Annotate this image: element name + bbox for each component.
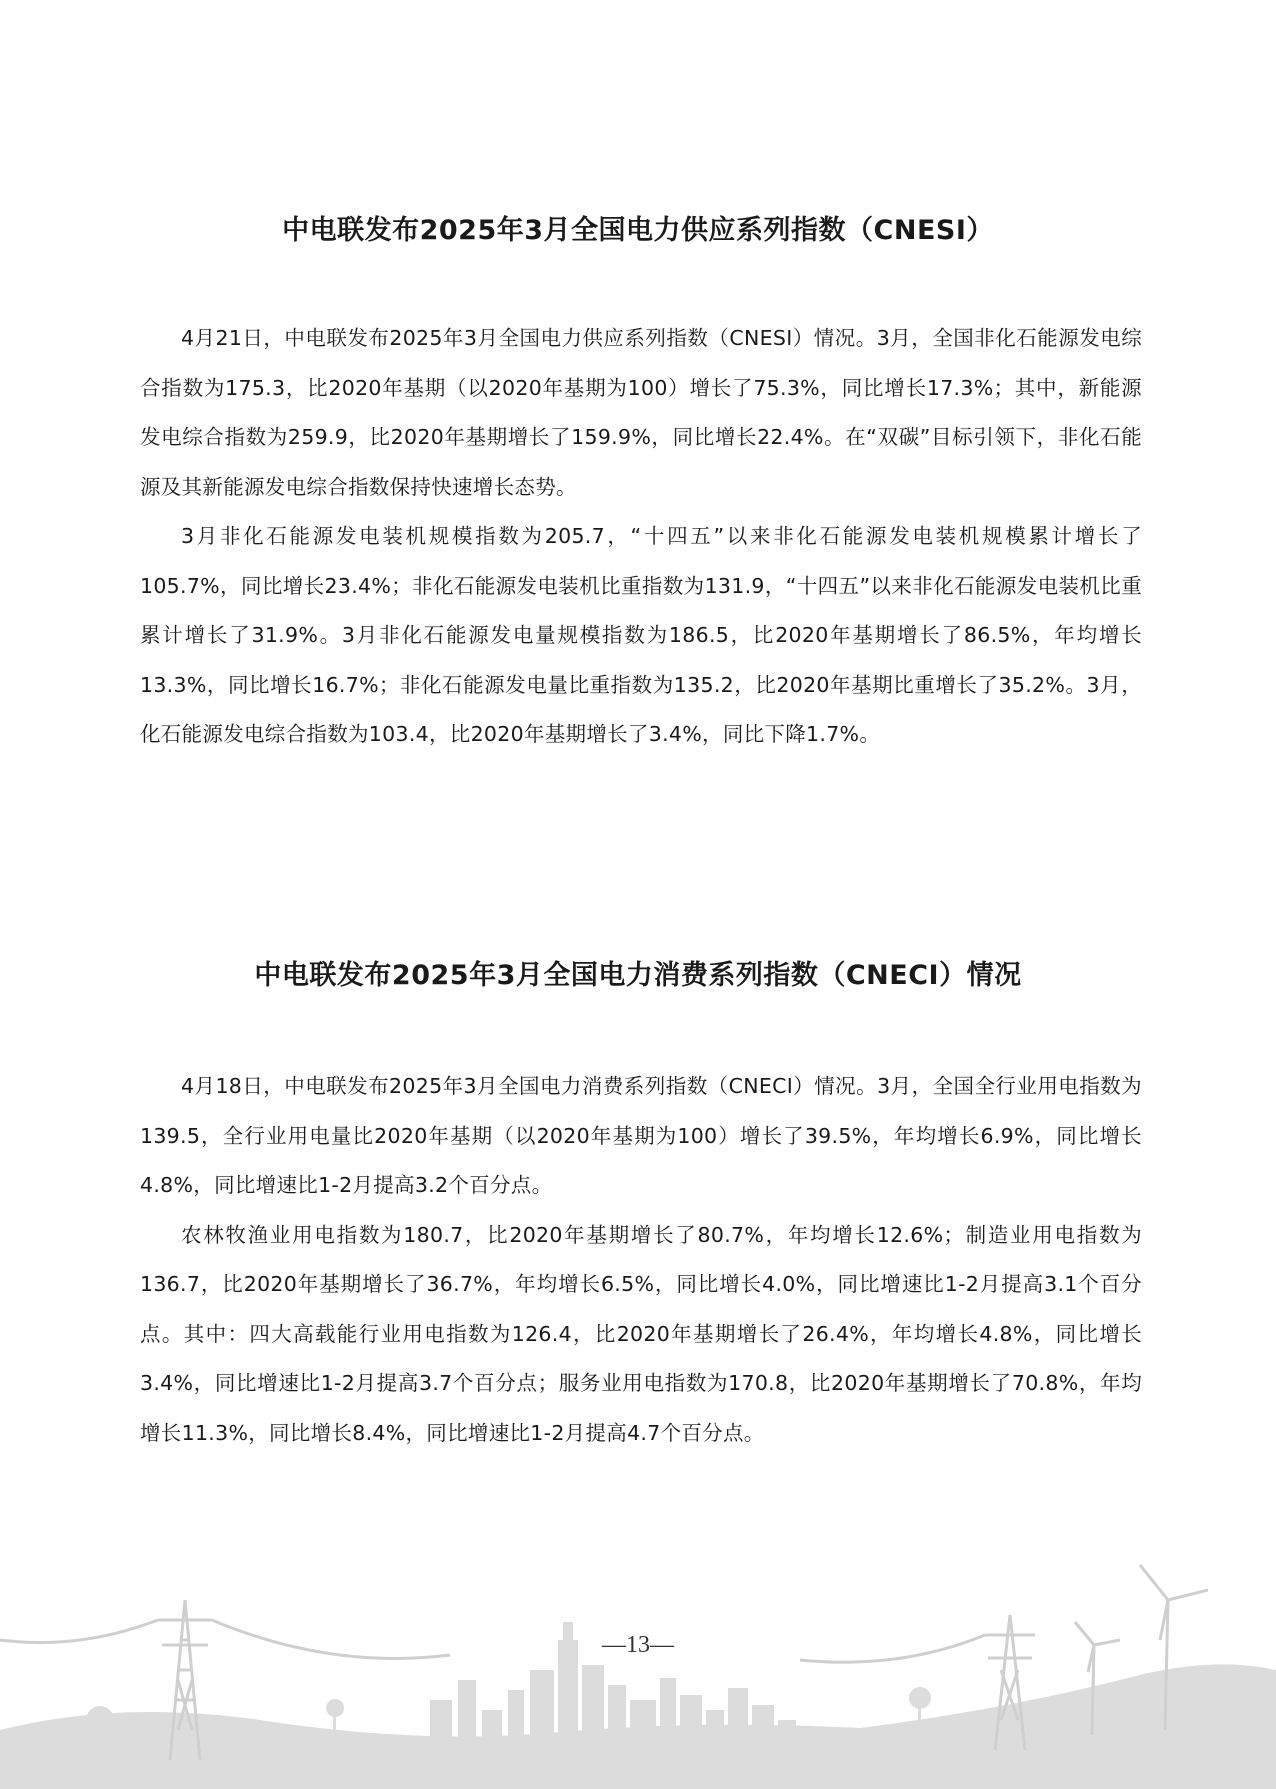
- article-supply-index: [140, 314, 1142, 760]
- paragraph: 3月非化石能源发电装机规模指数为205.7，“十四五”以来非化石能源发电装机规模累计增长了105.7%，同比增长23.4%；非化石能源发电装机比重指数为131.9，“十四五”以来非化石能源发电装机比重累计增长了31.9%。3月非化石能源发电量规模指数为186.5，比2020年基期增长了86.5%，年均增长13.3%，同比增长16.7%；非化石能源发电量比重指数为135.2，比2020年基期比重增长了35.2%。3月，化石能源发电综合指数为103.4，比2020年基期增长了3.4%，同比下降1.7%。: [140, 524, 1142, 746]
- paragraph: 4月21日，中电联发布2025年3月全国电力供应系列指数（CNESI）情况。3月，全国非化石能源发电综合指数为175.3，比2020年基期（以2020年基期为100）增长了75.3%，同比增长17.3%；其中，新能源发电综合指数为259.9，比2020年基期增长了159.9%，同比增长22.4%。在“双碳”目标引领下，非化石能源及其新能源发电综合指数保持快速增长态势。: [140, 326, 1142, 499]
- paragraph: 农林牧渔业用电指数为180.7，比2020年基期增长了80.7%，年均增长12.6%；制造业用电指数为136.7，比2020年基期增长了36.7%，年均增长6.5%，同比增长4.0%，同比增速比1-2月提高3.1个百分点。其中：四大高载能行业用电指数为126.4，比2020年基期增长了26.4%，年均增长4.8%，同比增长3.4%，同比增速比1-2月提高3.7个百分点；服务业用电指数为170.8，比2020年基期增长了70.8%，年均增长11.3%，同比增长8.4%，同比增速比1-2月提高4.7个百分点。: [140, 1222, 1142, 1445]
- page-number: —13—: [602, 1632, 674, 1658]
- paragraph: 4月18日，中电联发布2025年3月全国电力消费系列指数（CNECI）情况。3月，全国全行业用电指数为139.5，全行业用电量比2020年基期（以2020年基期为100）增长了39.5%，年均增长6.9%，同比增长4.8%，同比增速比1-2月提高3.2个百分点。: [140, 1074, 1142, 1197]
- article-consumption-index: [140, 1062, 1142, 1458]
- footer-cityscape-illustration: [0, 1560, 1276, 1789]
- section-title-supply-index: 中电联发布2025年3月全国电力供应系列指数（CNESI）: [282, 215, 994, 246]
- section-title-consumption-index: 中电联发布2025年3月全国电力消费系列指数（CNECI）情况: [254, 960, 1022, 991]
